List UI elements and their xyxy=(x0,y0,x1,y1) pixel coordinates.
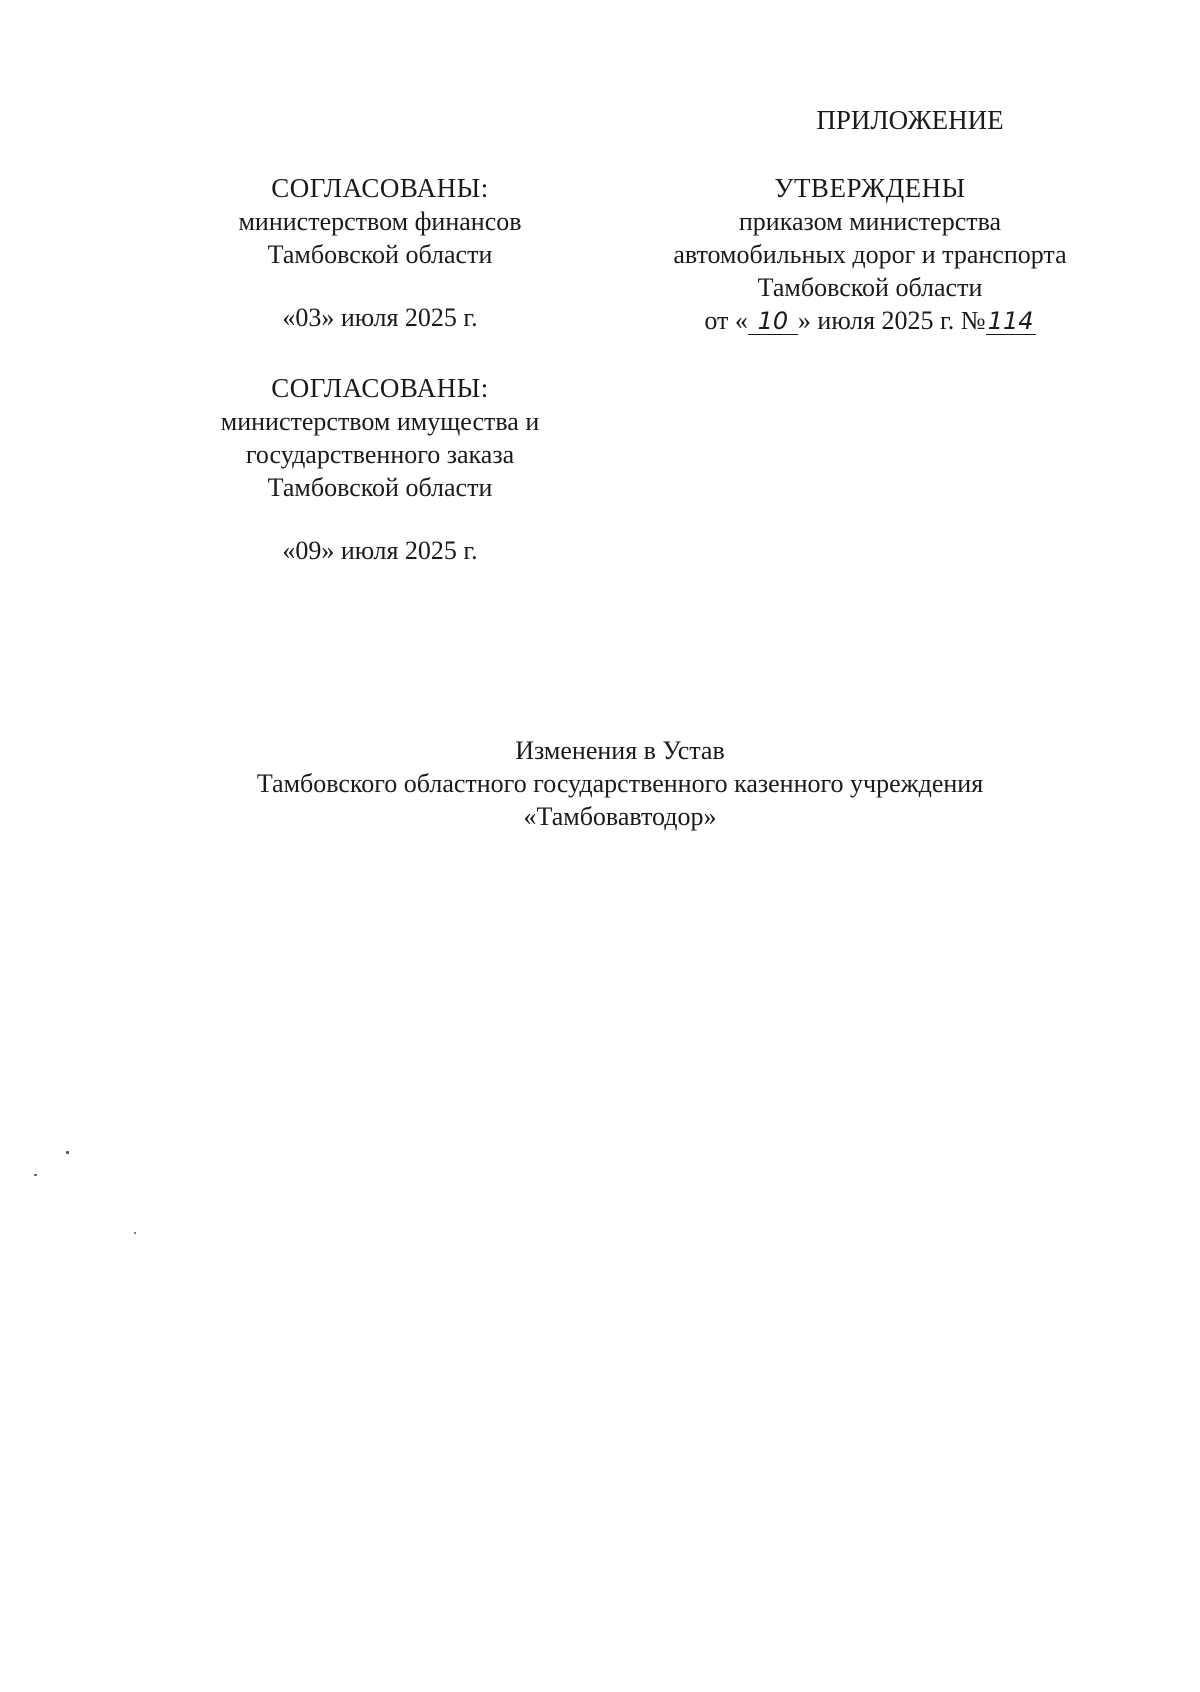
approved-line-1: приказом министерства xyxy=(738,207,1002,236)
agreed-property-date: «09» июля 2025 г. xyxy=(282,536,478,565)
agreed-property-heading: СОГЛАСОВАНЫ: xyxy=(271,373,489,403)
agreed-finance-line-2: Тамбовской области xyxy=(267,240,493,269)
agreed-property-line-3: Тамбовской области xyxy=(267,473,493,502)
agreed-finance-date: «03» июля 2025 г. xyxy=(282,303,478,332)
approved-heading: УТВЕРЖДЕНЫ xyxy=(774,173,966,203)
approved-line-3: Тамбовской области xyxy=(757,273,983,302)
scan-speck xyxy=(134,1232,136,1234)
approved-date-prefix: от « xyxy=(704,306,748,335)
approved-date-middle: » июля 2025 г. № xyxy=(797,306,986,335)
approved-date-line xyxy=(640,304,1100,337)
appendix-title: ПРИЛОЖЕНИЕ xyxy=(816,105,1004,135)
approved-line-2: автомобильных дорог и транспорта xyxy=(673,240,1067,269)
scan-speck xyxy=(34,1174,37,1176)
agreed-property-block xyxy=(170,372,590,567)
handwritten-day: 10 xyxy=(748,308,798,335)
handwritten-order-number: 114 xyxy=(986,308,1036,335)
document-title-line-1: Изменения в Устав xyxy=(515,736,725,765)
document-title-line-3: «Тамбовавтодор» xyxy=(523,802,717,831)
agreed-finance-line-1: министерством финансов xyxy=(238,207,522,236)
agreed-finance-heading: СОГЛАСОВАНЫ: xyxy=(271,173,489,203)
approved-block xyxy=(640,172,1100,337)
agreed-property-line-2: государственного заказа xyxy=(245,440,515,469)
document-title-line-2: Тамбовского областного государственного казенного учреждения xyxy=(256,769,984,798)
document-title xyxy=(180,734,1060,833)
agreed-finance-block xyxy=(190,172,570,334)
scan-speck xyxy=(66,1151,69,1154)
agreed-property-line-1: министерством имущества и xyxy=(220,407,540,436)
